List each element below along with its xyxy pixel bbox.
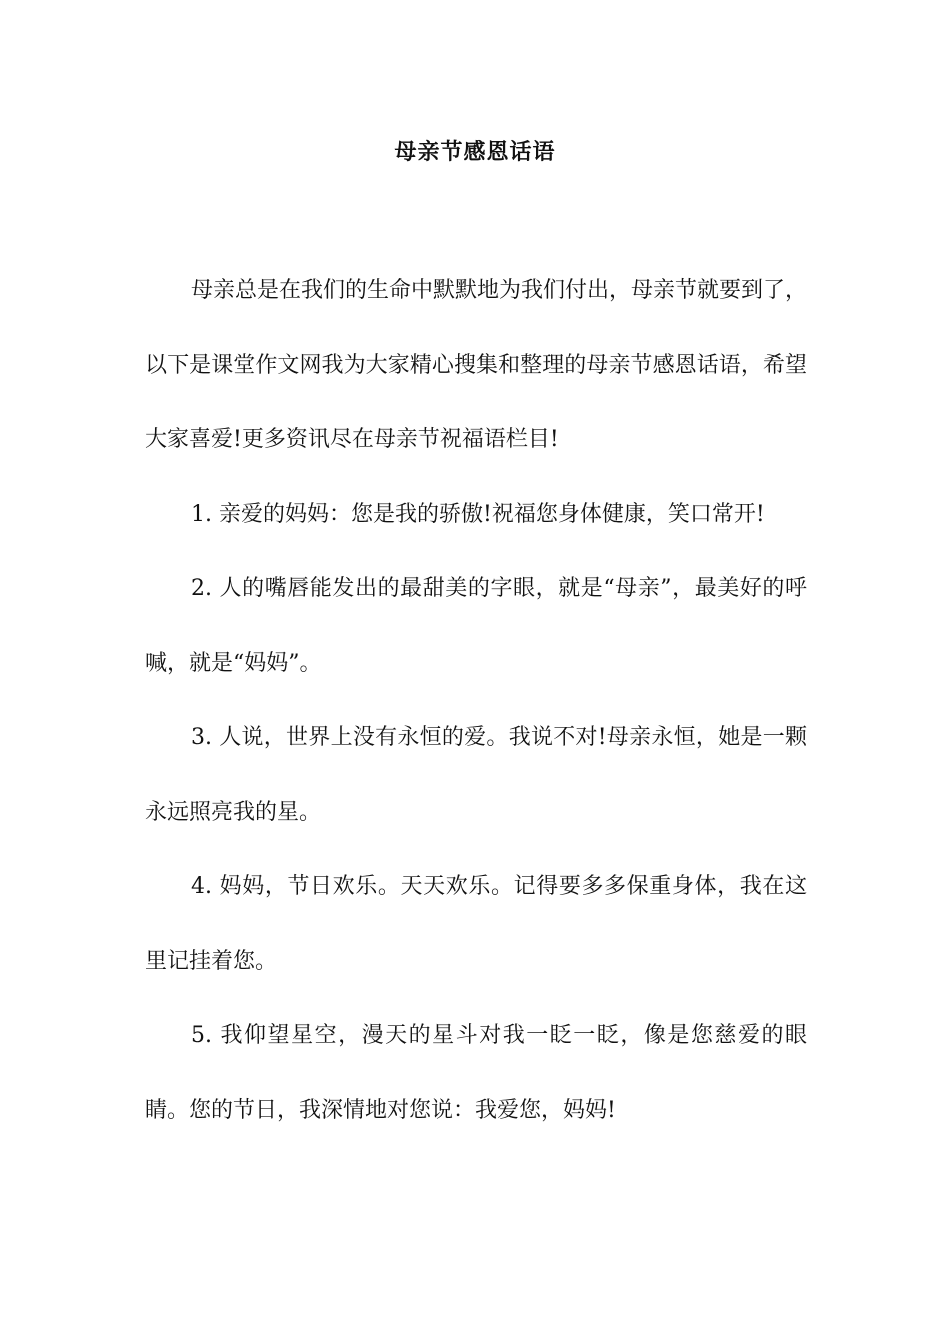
greeting-paragraph-1: 1. 亲爱的妈妈：您是我的骄傲!祝福您身体健康，笑口常开! — [191, 501, 765, 527]
intro-paragraph: 母亲总是在我们的生命中默默地为我们付出，母亲节就要到了，以下是课堂作文网我为大家精心搜集和整理的母亲节感恩话语，希望大家喜爱!更多资讯尽在母亲节祝福语栏目! — [145, 278, 808, 452]
greeting-paragraph-5: 5. 我仰望星空，漫天的星斗对我一眨一眨，像是您慈爱的眼睛。您的节日，我深情地对您说：我爱您，妈妈! — [145, 1023, 807, 1123]
greeting-paragraph-2: 2. 人的嘴唇能发出的最甜美的字眼，就是“母亲”，最美好的呼喊，就是“妈妈”。 — [145, 576, 807, 676]
document-title: 母亲节感恩话语 — [394, 139, 556, 165]
document-body — [145, 254, 807, 1148]
greeting-paragraph-3: 3. 人说，世界上没有永恒的爱。我说不对!母亲永恒，她是一颗永远照亮我的星。 — [145, 725, 807, 825]
greeting-paragraph-4: 4. 妈妈，节日欢乐。天天欢乐。记得要多多保重身体，我在这里记挂着您。 — [145, 874, 807, 974]
